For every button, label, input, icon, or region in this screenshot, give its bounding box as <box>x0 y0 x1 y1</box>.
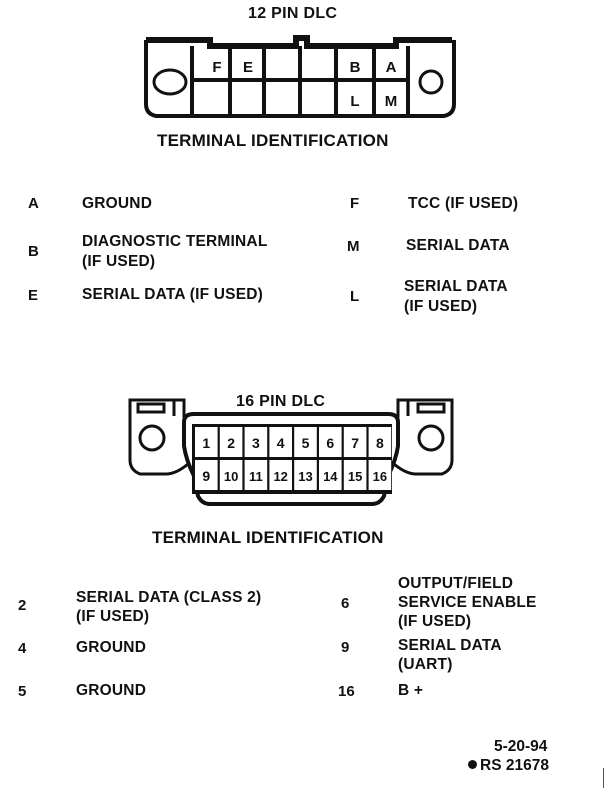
dlc16-pin: 8 <box>376 435 384 451</box>
dlc16-term-desc: B + <box>398 682 424 699</box>
dlc16-pin: 1 <box>202 435 211 451</box>
dlc16-term-desc: (IF USED) <box>398 613 472 630</box>
dlc12-pin: A <box>385 59 397 76</box>
dlc12-term-desc: SERIAL DATA <box>406 237 510 254</box>
dlc12-pin: M <box>384 93 398 110</box>
dlc16-term-desc: SERVICE ENABLE <box>398 594 537 611</box>
dlc12-pin: B <box>349 59 361 76</box>
dlc12-connector-diagram <box>140 30 460 122</box>
dlc16-pin: 6 <box>326 435 335 451</box>
dlc12-term-desc: DIAGNOSTIC TERMINAL <box>82 233 268 250</box>
figure-date: 5-20-94 <box>494 738 548 755</box>
dlc12-term-desc: TCC (IF USED) <box>408 195 519 212</box>
dlc16-term-desc: (UART) <box>398 656 453 673</box>
dlc16-term-desc: OUTPUT/FIELD <box>398 575 514 592</box>
dlc12-pin: L <box>350 93 360 110</box>
dlc12-left-mount-hole <box>154 70 186 94</box>
dlc12-term-id: M <box>347 238 360 255</box>
dlc16-pin: 15 <box>347 469 363 484</box>
dlc16-pin: 9 <box>202 468 211 484</box>
dlc12-subtitle: TERMINAL IDENTIFICATION <box>157 131 389 150</box>
dlc16-term-id: 4 <box>18 640 27 657</box>
dlc12-pin: F <box>212 59 222 76</box>
dlc16-pin: 5 <box>301 435 310 451</box>
dlc12-term-desc: SERIAL DATA <box>404 278 508 295</box>
dlc16-pin: 2 <box>227 435 235 451</box>
bullet-icon <box>468 760 477 769</box>
dlc12-term-id: B <box>28 243 39 260</box>
dlc12-term-desc: SERIAL DATA (IF USED) <box>82 286 264 303</box>
dlc16-pin: 12 <box>273 469 288 484</box>
dlc16-term-desc: SERIAL DATA (CLASS 2) <box>76 589 262 606</box>
dlc12-term-desc: GROUND <box>82 195 153 212</box>
dlc16-pin: 3 <box>252 435 260 451</box>
dlc12-term-id: A <box>28 195 39 212</box>
dlc16-subtitle: TERMINAL IDENTIFICATION <box>152 528 384 547</box>
dlc16-term-id: 9 <box>341 639 350 656</box>
figure-ref <box>468 756 549 775</box>
dlc12-term-id: F <box>350 195 360 212</box>
figure-ref-number: RS 21678 <box>480 757 549 774</box>
dlc16-term-id: 16 <box>338 683 355 700</box>
dlc16-title: 16 PIN DLC <box>236 393 326 410</box>
dlc12-term-desc: (IF USED) <box>82 253 156 270</box>
dlc16-pin: 14 <box>323 469 338 484</box>
dlc16-pin: 11 <box>249 469 263 484</box>
dlc12-term-desc: (IF USED) <box>404 298 478 315</box>
dlc16-pin: 10 <box>223 469 239 484</box>
dlc16-term-id: 5 <box>18 683 27 700</box>
dlc12-right-mount-hole <box>420 71 442 93</box>
dlc16-pin: 4 <box>276 435 285 451</box>
edge-mark <box>603 768 604 788</box>
dlc16-term-desc: GROUND <box>76 682 147 699</box>
dlc16-right-mount-hole <box>419 426 443 450</box>
dlc16-term-id: 2 <box>18 597 27 614</box>
dlc16-term-desc: SERIAL DATA <box>398 637 502 654</box>
dlc16-term-id: 6 <box>341 595 350 612</box>
dlc12-pin-labels <box>212 59 397 110</box>
dlc16-pin: 16 <box>372 469 388 484</box>
dlc16-term-desc: (IF USED) <box>76 608 150 625</box>
dlc16-pin: 13 <box>298 469 313 484</box>
dlc12-pin: E <box>242 59 254 76</box>
dlc12-term-id: L <box>350 288 360 305</box>
dlc16-pin: 7 <box>351 435 359 451</box>
dlc12-title: 12 PIN DLC <box>248 5 338 22</box>
dlc16-term-desc: GROUND <box>76 639 147 656</box>
dlc12-term-id: E <box>28 287 39 304</box>
dlc16-connector-diagram <box>126 396 456 516</box>
dlc16-left-mount-hole <box>140 426 164 450</box>
